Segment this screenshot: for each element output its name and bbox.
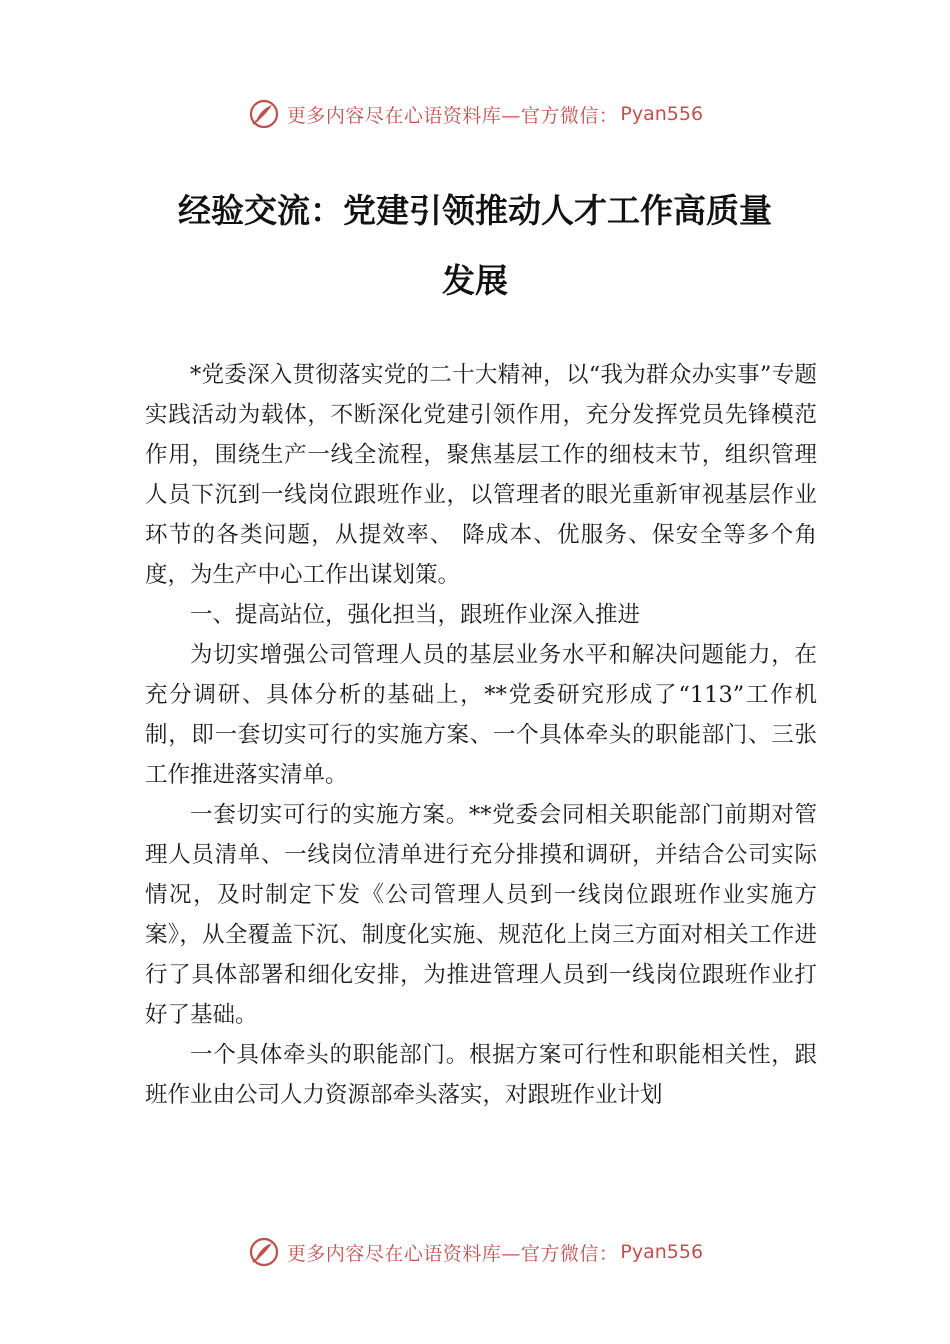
document-title — [130, 176, 820, 316]
paragraph-intro: *党委深入贯彻落实党的二十大精神，以“我为群众办实事”专题实践活动为载体，不断深化党建引领作用，充分发挥党员先锋模范作用，围绕生产一线全流程，聚焦基层工作的细枝末节，组织管理人员下沉到一线岗位跟班作业，以管理者的眼光重新审视基层作业环节的各类问题，从提效率、 降成本、优服务、保安全等多个角度，为生产中心工作出谋划策。 — [145, 362, 817, 588]
paragraph-department: 一个具体牵头的职能部门。根据方案可行性和职能相关性，跟班作业由公司人力资源部牵头落实，对跟班作业计划 — [145, 1042, 817, 1108]
section-heading-1: 一、提高站位，强化担当，跟班作业深入推进 — [190, 602, 641, 628]
watermark-wechat-id: Pyan556 — [620, 103, 704, 125]
paragraph-plan: 一套切实可行的实施方案。**党委会同相关职能部门前期对管理人员清单、一线岗位清单进行充分排摸和调研，并结合公司实际情况，及时制定下发《公司管理人员到一线岗位跟班作业实施方案》，从全覆盖下沉、制度化实施、规范化上岗三方面对相关工作进行了具体部署和细化安排，为推进管理人员到一线岗位跟班作业打好了基础。 — [145, 802, 817, 1028]
paragraph-mechanism: 为切实增强公司管理人员的基层业务水平和解决问题能力，在充分调研、具体分析的基础上，**党委研究形成了“113”工作机制，即一套切实可行的实施方案、一个具体牵头的职能部门、三张工作推进落实清单。 — [145, 642, 817, 788]
watermark-header — [0, 94, 950, 134]
watermark-text: 更多内容尽在心语资料库—官方微信： — [286, 104, 619, 127]
brush-logo-icon — [247, 1235, 281, 1269]
brush-logo-icon — [247, 97, 281, 131]
watermark-text: 更多内容尽在心语资料库—官方微信： — [286, 1242, 619, 1265]
title-line-1: 经验交流：党建引领推动人才工作高质量 — [178, 191, 772, 230]
watermark-footer — [0, 1232, 950, 1272]
document-body — [145, 355, 817, 1115]
watermark-wechat-id: Pyan556 — [620, 1241, 704, 1263]
title-line-2: 发展 — [442, 261, 508, 300]
